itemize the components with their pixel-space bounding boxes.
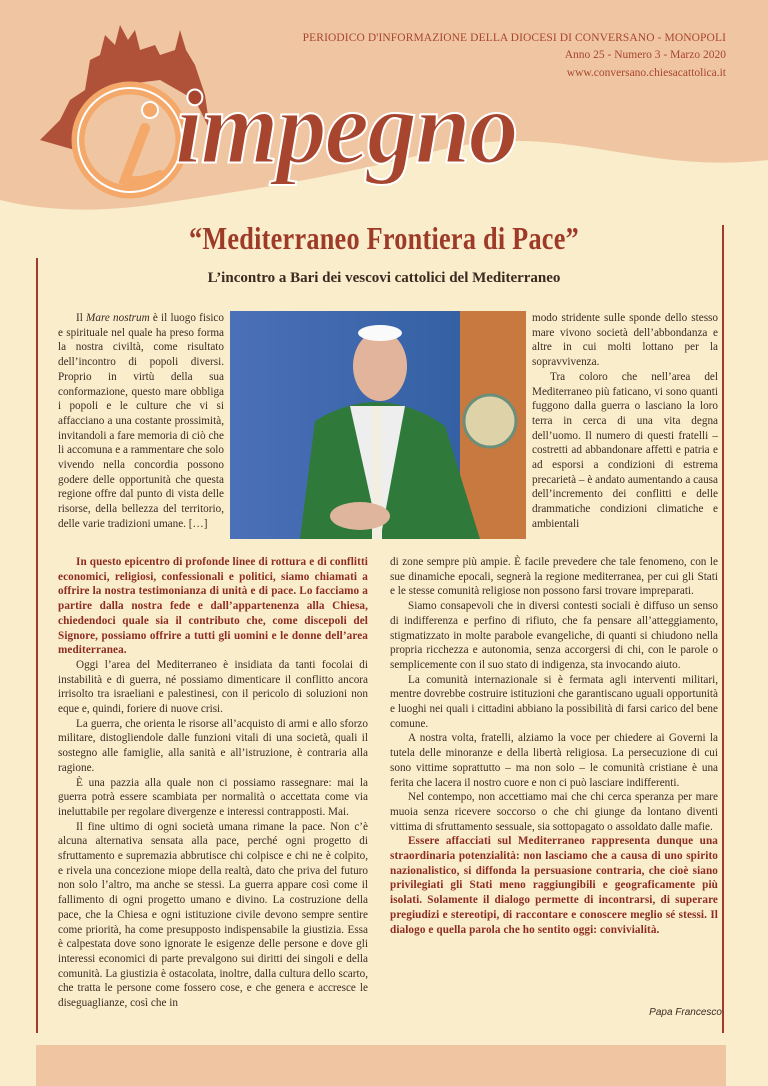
logo-wordmark: impegno <box>175 69 517 186</box>
right-column: di zone sempre più ampie. È facile prevedere che tale fenomeno, con le sue dinamiche epocali, segnerà la regione mediterranea, per cui gli Stati e le stesse comunità religiose non possono farsi trovare impreparati. Siamo consapevoli che in diversi contesti sociali è diffuso un senso di indifferenza e perfino di rifiuto, che fa pensare all’atteggiamento, stigmatizzato in molte parabole evangeliche, di quanti si chiudono nella propria ricchezza e autonomia, senza accorgersi di chi, con le parole o semplicemente con il suo stato di indigenza, sta invocando aiuto. La comunità internazionale si è fermata agli interventi militari, mentre dovrebbe costruire istituzioni che garantiscano uguali opportunità e luoghi nei quali i cittadini abbiano la possibilità di farsi carico del bene comune. A nostra volta, fratelli, alziamo la voce per chiedere ai Governi la tutela delle minoranze e della libertà religiosa. La persecuzione di cui sono vittime soprattutto – ma non solo – le comunità cristiane è una ferita che lacera il nostro cuore e non ci può lasciare indifferenti. Nel contempo, non accettiamo mai che chi cerca speranza per mare muoia senza ricevere soccorso o che chi giunge da lontano diventi vittima di sfruttamento sessuale, sia sottopagato o assoldato dalle mafie. Essere affacciati sul Mediterraneo rappresenta dunque una straordinaria potenzialità: non lasciamo che a causa di uno spirito nazionalistico, si diffonda la persuasione contraria, che cioè siano privilegiati gli Stati meno raggiungibili e geograficamente più isolati. Solamente il dialogo permette di incontrarsi, di superare pregiudizi e stereotipi, di raccontare e conoscere meglio sé stessi. Il dialogo e quella parola che ho sentito oggi: convivialità. <box>390 556 718 936</box>
article-subtitle: L’incontro a Bari dei vescovi cattolici del Mediterraneo <box>207 270 561 286</box>
website-link[interactable]: www.conversano.chiesacattolica.it <box>566 67 726 79</box>
intro-column: Il Mare nostrum è il luogo fisico e spirituale nel quale ha preso forma la nostra civiltà, come risultato dell’incontro di popoli diversi. Proprio in virtù della sua conformazione, questo mare obbliga i popoli e le culture che vi si affacciano a una costante prossimità, invitandoli a fare memoria di ciò che li accomuna e a rammentare che solo vivendo nella concordia possono godere delle opportunità che questa regione offre dal punto di vista delle risorse, della bellezza del territorio, delle varie tradizioni umane. […] <box>58 312 224 530</box>
left-rule <box>36 258 38 1033</box>
right-rule <box>722 225 724 1033</box>
issue-info: Anno 25 - Numero 3 - Marzo 2020 <box>564 49 726 61</box>
footer-band <box>36 1045 726 1086</box>
publication-description: PERIODICO D'INFORMAZIONE DELLA DIOCESI DI CONVERSANO - MONOPOLI <box>302 32 726 44</box>
signature: Papa Francesco <box>649 1007 722 1018</box>
closing-highlight: Essere affacciati sul Mediterraneo rappresenta dunque una straordinaria potenzialità: non lasciamo che a causa di uno spirito nazionalistico, si diffonda la persuasione contraria, che cioè siano privilegiati gli Stati meno raggiungibili e geograficamente più isolati. Solamente il dialogo permette di incontrarsi, di superare pregiudizi e stereotipi, di raccontare e conoscere meglio sé stessi. Il dialogo e quella parola che ho sentito oggi: convivialità. <box>390 835 718 936</box>
highlight-paragraph: In questo epicentro di profonde linee di rottura e di conflitti economici, religiosi, confessionali e politici, siamo chiamati a offrire la nostra testimonianza di unità e di pace. Lo facciamo a partire dalla nostra fede e dall’appartenenza alla Chiesa, chiedendoci quale sia il contributo che, come discepoli del Signore, possiamo offrire a tutti gli uomini e le donne dell’area mediterranea. <box>58 556 368 657</box>
column-3: modo stridente sulle sponde dello stesso mare vivono società dell’abbondanza e altre in cui molti lottano per la sopravvivenza. Tra coloro che nell’area del Mediterraneo più faticano, vi sono quanti fuggono dalla guerra o lasciano la loro terra in cerca di una vita degna dell’uomo. Il numero di questi fratelli – costretti ad abbandonare affetti e patria e ad esporsi a condizioni di estrema precarietà – è andato aumentando a causa dell’incremento dei conflitti e delle drammatiche condizioni climatiche e ambientali <box>532 312 718 530</box>
article-title: “Mediterraneo Frontiera di Pace” <box>189 220 579 256</box>
left-column: In questo epicentro di profonde linee di rottura e di conflitti economici, religiosi, confessionali e politici, siamo chiamati a offrire la nostra testimonianza di unità e di pace. Lo facciamo a partire dalla nostra fede e dall’appartenenza alla Chiesa, chiedendoci quale sia il contributo che, come discepoli del Signore, possiamo offrire a tutti gli uomini e le donne dell’area mediterranea. Oggi l’area del Mediterraneo è insidiata da tanti focolai di instabilità e di guerra, né possiamo dimenticare il conflitto ancora irrisolto tra israeliani e palestinesi, con il pericolo di soluzioni non eque e, quindi, foriere di nuove crisi. La guerra, che orienta le risorse all’acquisto di armi e allo sforzo militare, distogliendole dalle funzioni vitali di una società, quali il sostegno alle famiglie, alla sanità e all’istruzione, è contraria alla ragione. È una pazzia alla quale non ci possiamo rassegnare: mai la guerra potrà essere scambiata per normalità o accettata come via ineluttabile per regolare divergenze e interessi contrapposti. Mai. Il fine ultimo di ogni società umana rimane la pace. Non c’è alcuna alternativa sensata alla pace, perché ogni progetto di sfruttamento e supremazia abbrutisce chi colpisce e chi ne è colpito, e rivela una concezione miope della realtà, dato che priva del futuro non solo l’altro, ma anche se stessi. La guerra appare così come il fallimento di ogni progetto umano e divino. La costruzione della pace, che la Chiesa e ogni istituzione civile devono sempre sentire come priorità, ha come presupposto indispensabile la giustizia. Essa è calpestata dove sono ignorate le esigenze delle persone e dove gli interessi economici di parte prevalgono sui diritti dei singoli e della comunità. La giustizia è ostacolata, inoltre, dalla cultura dello scarto, che tratta le persone come fossero cose, e che genera e accresce le diseguaglianze, così che in <box>58 556 368 1010</box>
pope-photo <box>230 311 526 539</box>
